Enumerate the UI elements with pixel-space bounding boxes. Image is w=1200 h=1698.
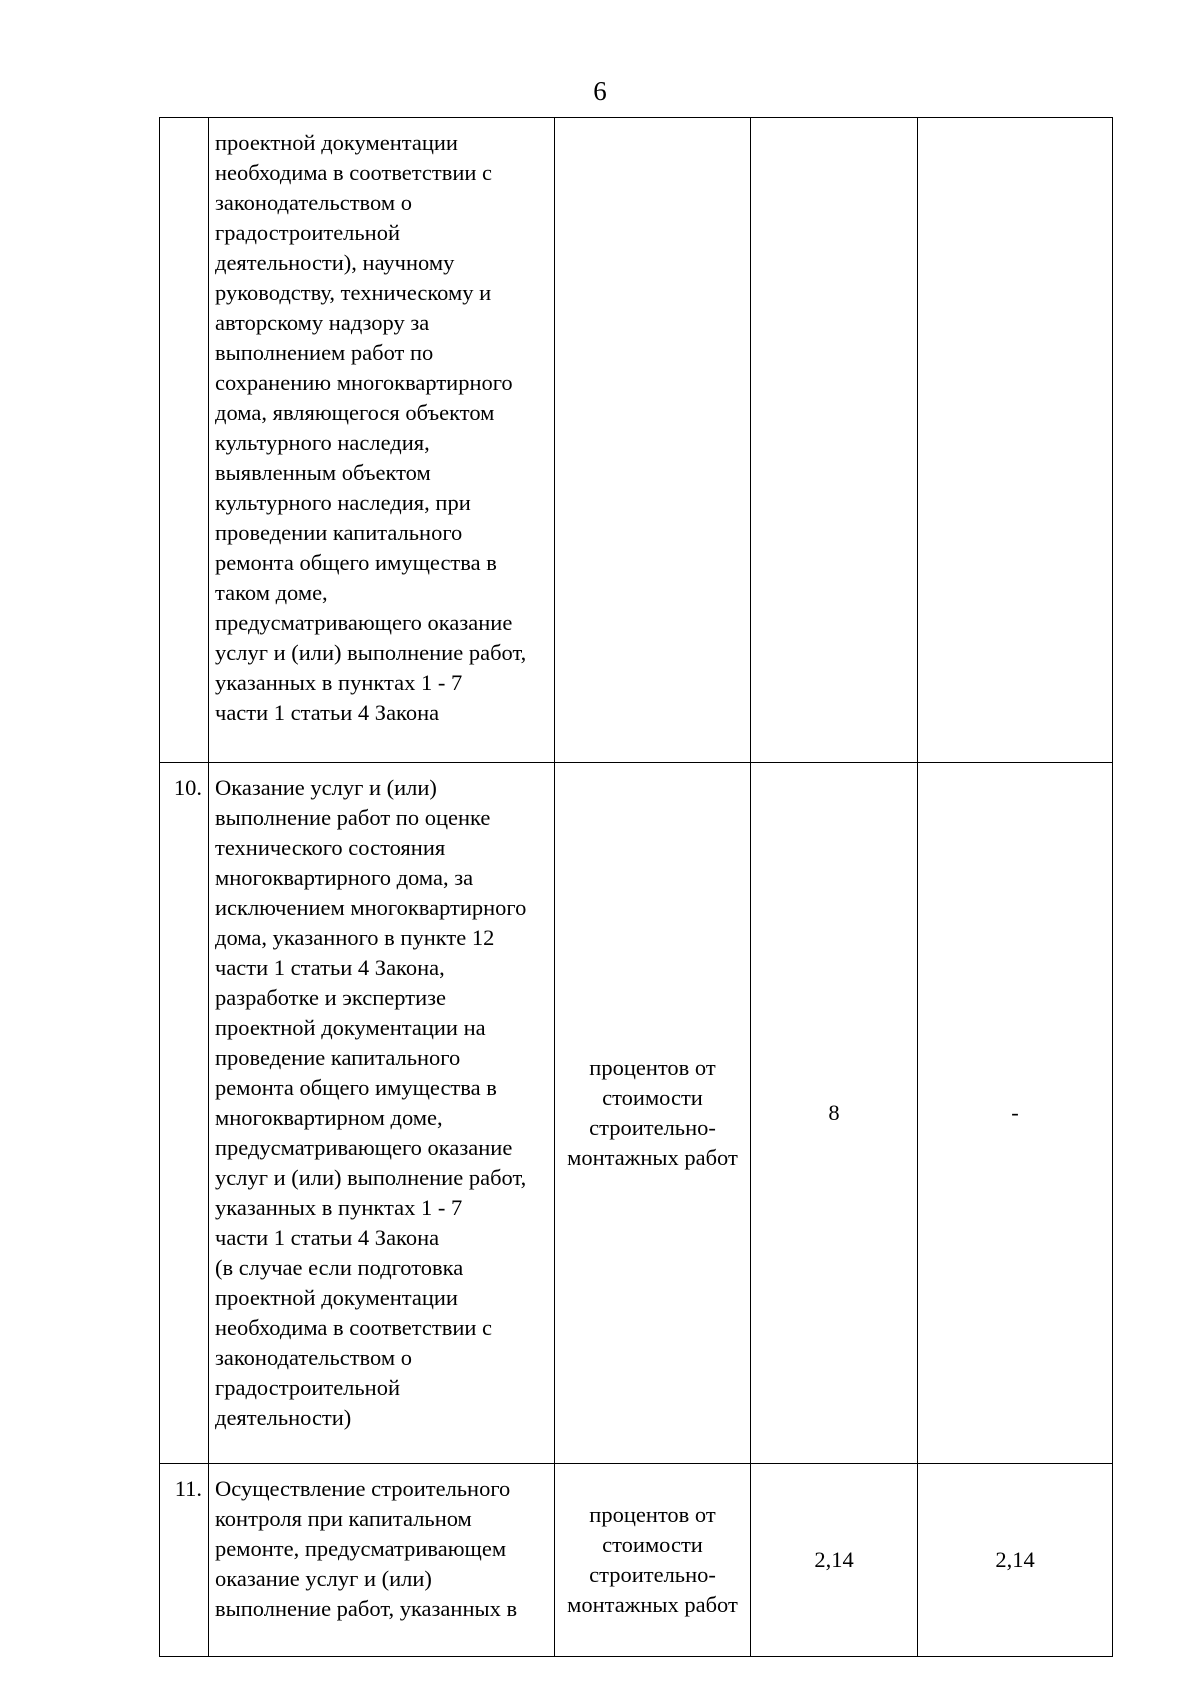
- text-line: монтажных работ: [567, 1592, 738, 1617]
- row-value-2: -: [918, 763, 1113, 1464]
- table-row: [160, 118, 1113, 763]
- text-line: многоквартирном доме,: [215, 1105, 443, 1130]
- table-row: [160, 1464, 1113, 1657]
- text-line: дома, указанного в пункте 12: [215, 925, 495, 950]
- text-line: руководству, техническому и: [215, 280, 492, 305]
- text-line: культурного наследия, при: [215, 490, 471, 515]
- row-unit: [555, 1464, 751, 1657]
- text-line: монтажных работ: [567, 1145, 738, 1170]
- text-line: выявленным объектом: [215, 460, 431, 485]
- text-line: деятельности): [215, 1405, 352, 1430]
- row-description: [209, 1464, 555, 1657]
- text-line: проведении капитального: [215, 520, 463, 545]
- row-description: [209, 118, 555, 763]
- text-line: выполнение работ по оценке: [215, 805, 491, 830]
- text-line: предусматривающего оказание: [215, 1135, 513, 1160]
- row-number: 11.: [160, 1464, 209, 1657]
- text-line: градостроительной: [215, 220, 400, 245]
- text-line: Осуществление строительного: [215, 1476, 511, 1501]
- text-line: исключением многоквартирного: [215, 895, 527, 920]
- text-line: законодательством о: [215, 190, 412, 215]
- text-line: проведение капитального: [215, 1045, 461, 1070]
- text-line: проектной документации на: [215, 1015, 486, 1040]
- table-row: [160, 763, 1113, 1464]
- text-line: сохранению многоквартирного: [215, 370, 513, 395]
- text-line: технического состояния: [215, 835, 446, 860]
- text-line: части 1 статьи 4 Закона,: [215, 955, 445, 980]
- row-unit: [555, 763, 751, 1464]
- text-line: градостроительной: [215, 1375, 400, 1400]
- text-line: Оказание услуг и (или): [215, 775, 437, 800]
- text-line: строительно-: [589, 1115, 716, 1140]
- text-line: разработке и экспертизе: [215, 985, 446, 1010]
- text-line: необходима в соответствии с: [215, 1315, 493, 1340]
- text-line: указанных в пунктах 1 - 7: [215, 1195, 463, 1220]
- text-line: деятельности), научному: [215, 250, 455, 275]
- text-line: таком доме,: [215, 580, 328, 605]
- text-line: проектной документации: [215, 1285, 458, 1310]
- text-line: стоимости: [602, 1085, 703, 1110]
- text-line: многоквартирного дома, за: [215, 865, 474, 890]
- text-line: выполнение работ, указанных в: [215, 1596, 518, 1621]
- text-line: указанных в пунктах 1 - 7: [215, 670, 463, 695]
- text-line: необходима в соответствии с: [215, 160, 493, 185]
- text-line: контроля при капитальном: [215, 1506, 472, 1531]
- text-line: процентов от: [589, 1055, 716, 1080]
- text-line: законодательством о: [215, 1345, 412, 1370]
- text-line: стоимости: [602, 1532, 703, 1557]
- row-value-1: 2,14: [751, 1464, 918, 1657]
- text-line: ремонта общего имущества в: [215, 1075, 497, 1100]
- text-line: части 1 статьи 4 Закона: [215, 700, 440, 725]
- text-line: строительно-: [589, 1562, 716, 1587]
- row-value-1: 8: [751, 763, 918, 1464]
- text-line: части 1 статьи 4 Закона: [215, 1225, 440, 1250]
- page-number: 6: [593, 76, 607, 106]
- text-line: процентов от: [589, 1502, 716, 1527]
- text-line: авторскому надзору за: [215, 310, 430, 335]
- text-line: выполнением работ по: [215, 340, 434, 365]
- row-number: 10.: [160, 763, 209, 1464]
- row-value-1: [751, 118, 918, 763]
- row-number: [160, 118, 209, 763]
- text-line: ремонте, предусматривающем: [215, 1536, 507, 1561]
- tariff-table: [159, 117, 1113, 1657]
- text-line: оказание услуг и (или): [215, 1566, 432, 1591]
- text-line: предусматривающего оказание: [215, 610, 513, 635]
- row-description: [209, 763, 555, 1464]
- text-line: (в случае если подготовка: [215, 1255, 464, 1280]
- row-unit: [555, 118, 751, 763]
- text-line: проектной документации: [215, 130, 458, 155]
- text-line: ремонта общего имущества в: [215, 550, 497, 575]
- row-value-2: [918, 118, 1113, 763]
- text-line: услуг и (или) выполнение работ,: [215, 640, 527, 665]
- text-line: культурного наследия,: [215, 430, 430, 455]
- text-line: услуг и (или) выполнение работ,: [215, 1165, 527, 1190]
- row-value-2: 2,14: [918, 1464, 1113, 1657]
- text-line: дома, являющегося объектом: [215, 400, 495, 425]
